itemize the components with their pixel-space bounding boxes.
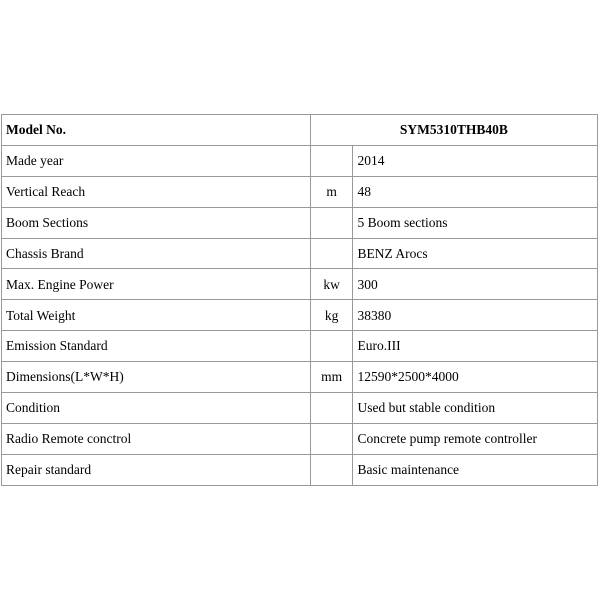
row-unit: kg <box>310 300 353 331</box>
table-row <box>2 269 598 300</box>
row-label: Boom Sections <box>2 207 311 238</box>
row-value: Used but stable condition <box>353 393 598 424</box>
spec-table <box>1 114 598 486</box>
row-unit: kw <box>310 269 353 300</box>
row-label: Made year <box>2 145 311 176</box>
row-value: 12590*2500*4000 <box>353 362 598 393</box>
row-label: Condition <box>2 393 311 424</box>
row-label: Emission Standard <box>2 331 311 362</box>
row-unit: mm <box>310 362 353 393</box>
header-row <box>2 115 598 146</box>
row-value: 300 <box>353 269 598 300</box>
table-row <box>2 300 598 331</box>
row-value: Euro.III <box>353 331 598 362</box>
row-unit <box>310 145 353 176</box>
row-unit: m <box>310 176 353 207</box>
row-value: 2014 <box>353 145 598 176</box>
table-row <box>2 207 598 238</box>
row-unit <box>310 423 353 454</box>
row-value: 48 <box>353 176 598 207</box>
row-label: Radio Remote conctrol <box>2 423 311 454</box>
row-label: Dimensions(L*W*H) <box>2 362 311 393</box>
table-row <box>2 454 598 485</box>
row-label: Chassis Brand <box>2 238 311 269</box>
row-label: Vertical Reach <box>2 176 311 207</box>
row-unit <box>310 207 353 238</box>
row-label: Max. Engine Power <box>2 269 311 300</box>
table-row <box>2 393 598 424</box>
row-label: Repair standard <box>2 454 311 485</box>
model-label: Model No. <box>2 115 311 146</box>
row-value: 5 Boom sections <box>353 207 598 238</box>
table-row <box>2 145 598 176</box>
table-row <box>2 362 598 393</box>
row-unit <box>310 331 353 362</box>
row-unit <box>310 393 353 424</box>
model-value: SYM5310THB40B <box>310 115 597 146</box>
row-value: Basic maintenance <box>353 454 598 485</box>
table-row <box>2 238 598 269</box>
table-row <box>2 331 598 362</box>
row-value: BENZ Arocs <box>353 238 598 269</box>
row-label: Total Weight <box>2 300 311 331</box>
spec-table-body <box>2 115 598 486</box>
table-row <box>2 176 598 207</box>
row-value: 38380 <box>353 300 598 331</box>
row-unit <box>310 238 353 269</box>
row-value: Concrete pump remote controller <box>353 423 598 454</box>
row-unit <box>310 454 353 485</box>
table-row <box>2 423 598 454</box>
